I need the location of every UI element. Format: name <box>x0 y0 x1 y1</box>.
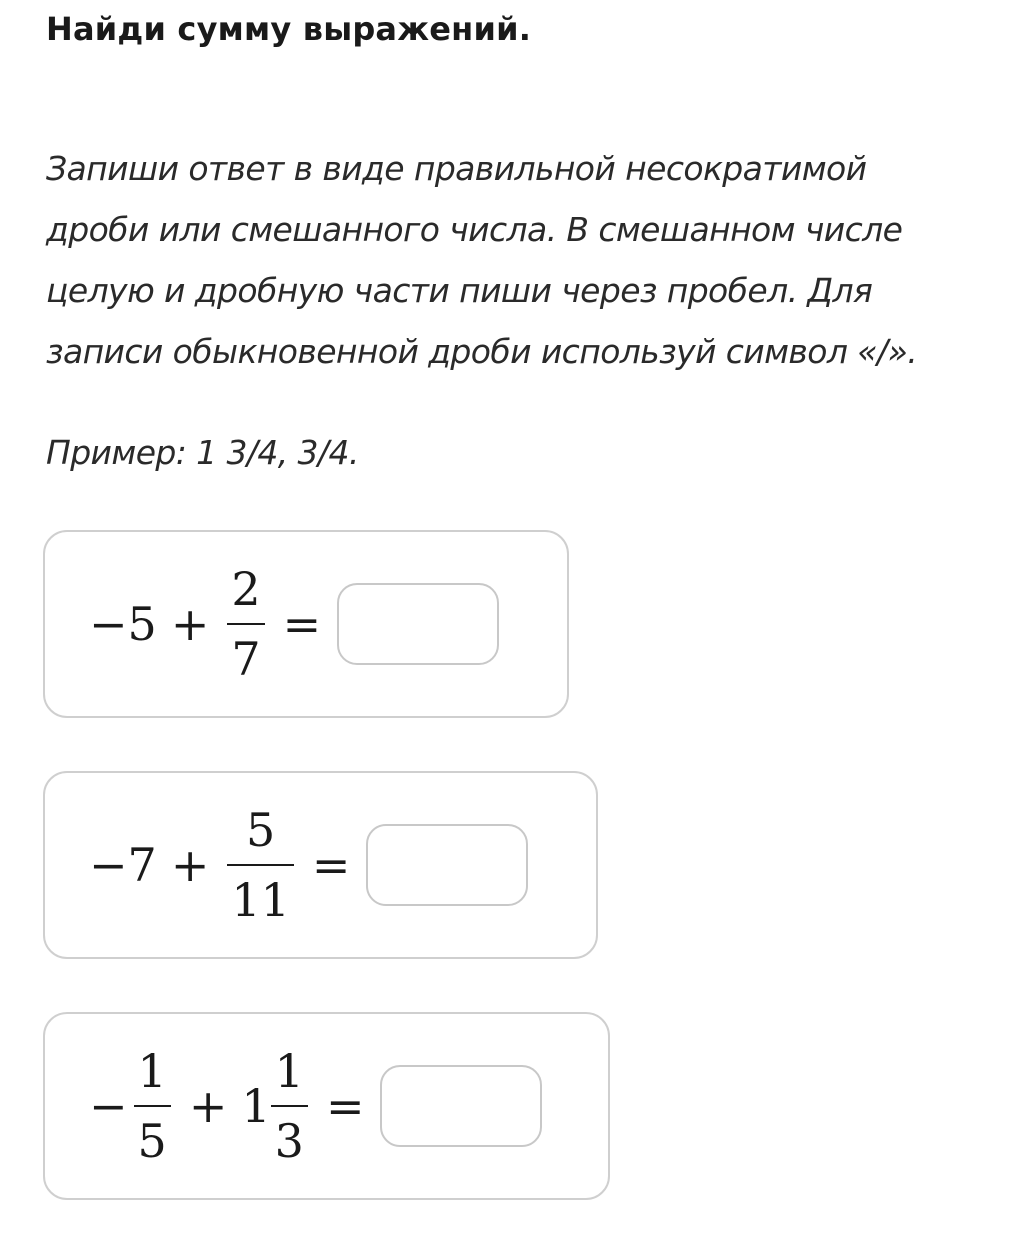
instruction-line: записи обыкновенной дроби используй символ «/». <box>46 332 918 371</box>
whole-number: −7 <box>89 838 157 892</box>
example-text: Пример: 1 3/4, 3/4. <box>46 433 359 472</box>
mixed-whole-part: 1 <box>241 1079 271 1133</box>
minus-sign: − <box>89 1079 128 1133</box>
denominator: 5 <box>137 1114 167 1168</box>
expression-1 <box>89 532 499 716</box>
numerator: 1 <box>137 1044 167 1098</box>
instruction-line: дроби или смешанного числа. В смешанном числе <box>46 210 903 249</box>
fraction <box>227 561 264 687</box>
fraction <box>271 1043 308 1169</box>
fraction-bar <box>227 864 294 866</box>
numerator: 1 <box>274 1044 304 1098</box>
task-card-3 <box>43 1012 610 1200</box>
denominator: 11 <box>231 873 290 927</box>
expression-3 <box>89 1014 542 1198</box>
expression-2 <box>89 773 528 957</box>
denominator: 7 <box>231 632 261 686</box>
equals-sign: = <box>282 597 322 651</box>
answer-input-2[interactable] <box>366 824 528 906</box>
plus-sign: + <box>170 838 210 892</box>
fraction-bar <box>134 1105 171 1107</box>
task-card-2 <box>43 771 598 959</box>
numerator: 5 <box>245 803 276 857</box>
equals-sign: = <box>325 1079 365 1133</box>
numerator: 2 <box>231 562 261 616</box>
fraction-bar <box>227 623 264 625</box>
task-card-1 <box>43 530 569 718</box>
fraction-bar <box>271 1105 308 1107</box>
plus-sign: + <box>170 597 210 651</box>
plus-sign: + <box>188 1079 228 1133</box>
answer-input-1[interactable] <box>337 583 499 665</box>
answer-input-3[interactable] <box>380 1065 542 1147</box>
denominator: 3 <box>274 1114 304 1168</box>
equals-sign: = <box>311 838 351 892</box>
instruction-line: Запиши ответ в виде правильной несократимой <box>46 149 867 188</box>
fraction <box>227 802 294 928</box>
instruction-line: целую и дробную части пиши через пробел. Для <box>46 271 873 310</box>
task-title: Найди сумму выражений. <box>46 10 532 48</box>
whole-number: −5 <box>89 597 157 651</box>
fraction <box>134 1043 171 1169</box>
instruction-text <box>46 138 1021 382</box>
